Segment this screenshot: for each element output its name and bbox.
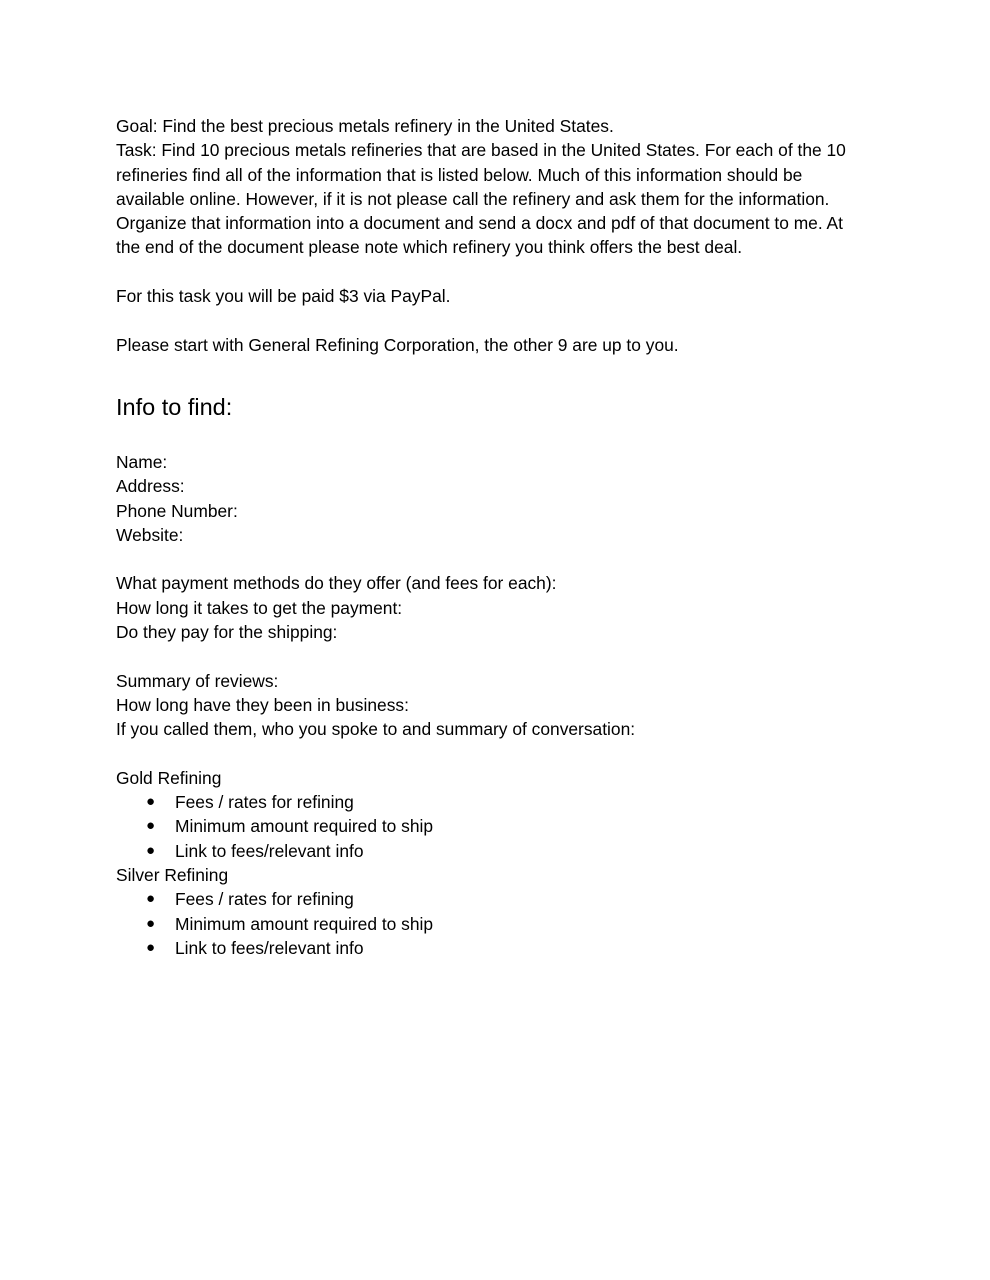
list-item-text: Link to fees/relevant info bbox=[175, 840, 364, 861]
list-item-text: Minimum amount required to ship bbox=[175, 913, 434, 934]
bullet-icon: ● bbox=[146, 793, 156, 811]
bullet-icon: ● bbox=[146, 817, 156, 835]
field-business-age-label: How long have they been in business: bbox=[116, 694, 409, 715]
bullet-icon: ● bbox=[146, 841, 156, 859]
list-item bbox=[116, 839, 876, 863]
bullet-icon: ● bbox=[146, 938, 156, 956]
bullet-icon: ● bbox=[146, 914, 156, 932]
task-text-line: refineries find all of the information that is listed below. Much of this information should be bbox=[116, 164, 803, 185]
field-name-label: Name: bbox=[116, 451, 168, 472]
list-item-text: Fees / rates for refining bbox=[175, 889, 354, 910]
field-shipping-label: Do they pay for the shipping: bbox=[116, 622, 338, 643]
paragraph-spacer bbox=[116, 644, 876, 668]
info-heading: Info to find: bbox=[116, 393, 233, 420]
payment-text: For this task you will be paid $3 via PayPal. bbox=[116, 286, 451, 307]
gold-refining-list bbox=[116, 790, 876, 863]
list-item bbox=[116, 790, 876, 814]
paragraph-spacer bbox=[116, 308, 876, 332]
field-payment-time-label: How long it takes to get the payment: bbox=[116, 597, 403, 618]
list-item bbox=[116, 936, 876, 960]
list-item-text: Fees / rates for refining bbox=[175, 792, 354, 813]
silver-refining-list bbox=[116, 887, 876, 960]
goal-text: Goal: Find the best precious metals refinery in the United States. bbox=[116, 116, 614, 136]
task-text-line: available online. However, if it is not please call the refinery and ask them for the information. bbox=[116, 188, 830, 209]
list-item bbox=[116, 814, 876, 838]
paragraph-spacer bbox=[116, 547, 876, 571]
list-item-text: Link to fees/relevant info bbox=[175, 937, 364, 958]
start-text: Please start with General Refining Corporation, the other 9 are up to you. bbox=[116, 334, 679, 355]
document-page bbox=[116, 114, 876, 960]
paragraph-spacer bbox=[116, 260, 876, 284]
bullet-icon: ● bbox=[146, 890, 156, 908]
list-item-text: Minimum amount required to ship bbox=[175, 816, 434, 837]
field-call-summary-label: If you called them, who you spoke to and summary of conversation: bbox=[116, 719, 636, 740]
field-reviews-label: Summary of reviews: bbox=[116, 670, 279, 691]
field-phone-label: Phone Number: bbox=[116, 500, 238, 521]
list-item bbox=[116, 912, 876, 936]
task-text-line: the end of the document please note which refinery you think offers the best deal. bbox=[116, 237, 743, 258]
gold-refining-title: Gold Refining bbox=[116, 767, 222, 788]
list-item bbox=[116, 887, 876, 911]
field-address-label: Address: bbox=[116, 476, 185, 497]
field-payment-methods-label: What payment methods do they offer (and fees for each): bbox=[116, 573, 557, 594]
task-text-line: Task: Find 10 precious metals refineries that are based in the United States. For each of the 10 bbox=[116, 140, 846, 161]
task-text-line: Organize that information into a document and send a docx and pdf of that document to me. At bbox=[116, 213, 843, 234]
field-website-label: Website: bbox=[116, 524, 184, 545]
silver-refining-title: Silver Refining bbox=[116, 865, 229, 886]
paragraph-spacer bbox=[116, 742, 876, 766]
